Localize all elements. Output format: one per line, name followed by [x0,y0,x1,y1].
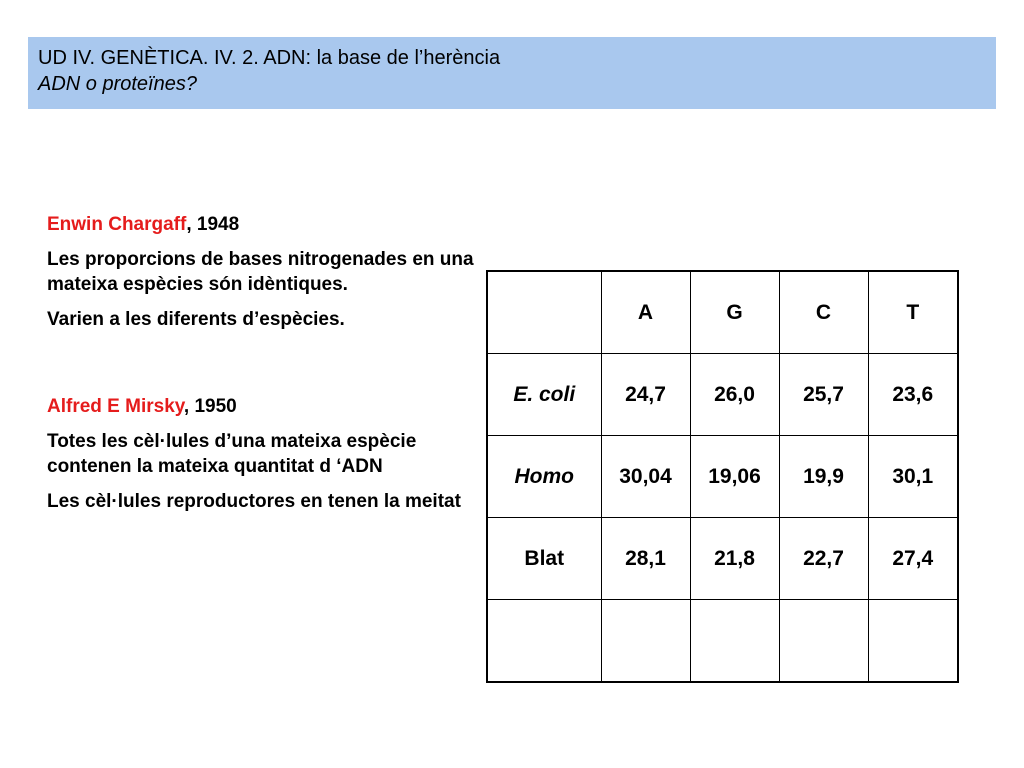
value-cell [601,600,690,683]
table-row [487,354,958,436]
species-cell: E. coli [487,354,601,436]
table-row [487,518,958,600]
value-cell: 30,1 [868,436,958,518]
species-cell: Homo [487,436,601,518]
chargaff-name: Enwin Chargaff [47,214,187,235]
value-cell: 28,1 [601,518,690,600]
value-cell: 21,8 [690,518,779,600]
chargaff-heading [47,212,487,237]
mirsky-year: , 1950 [183,396,237,417]
page-title: UD IV. GENÈTICA. IV. 2. ADN: la base de l’herència [38,47,501,69]
chargaff-year: , 1948 [186,214,240,235]
title-banner [28,37,996,109]
value-cell: 22,7 [779,518,868,600]
header-cell [487,271,601,354]
species-cell: Blat [487,518,601,600]
mirsky-heading [47,394,487,419]
base-composition-table [486,270,959,683]
value-cell: 25,7 [779,354,868,436]
header-cell: C [779,271,868,354]
value-cell: 26,0 [690,354,779,436]
value-cell: 19,9 [779,436,868,518]
value-cell: 23,6 [868,354,958,436]
value-cell [779,600,868,683]
value-cell: 24,7 [601,354,690,436]
page-subtitle: ADN o proteïnes? [38,73,197,95]
header-cell: G [690,271,779,354]
table-row [487,600,958,683]
table-row [487,436,958,518]
text-column [47,212,487,524]
value-cell [690,600,779,683]
chargaff-statement-1: Les proporcions de bases nitrogenades en una mateixa espècies són idèntiques. [47,249,474,295]
mirsky-statement-2: Les cèl·lules reproductores en tenen la meitat [47,491,461,512]
chargaff-statement-2: Varien a les diferents d’espècies. [47,309,345,330]
value-cell [868,600,958,683]
value-cell: 19,06 [690,436,779,518]
value-cell: 27,4 [868,518,958,600]
mirsky-name: Alfred E Mirsky [47,396,184,417]
species-cell [487,600,601,683]
header-cell: T [868,271,958,354]
table-header-row [487,271,958,354]
mirsky-statement-1: Totes les cèl·lules d’una mateixa espècie contenen la mateixa quantitat d ‘ADN [47,431,417,477]
value-cell: 30,04 [601,436,690,518]
header-cell: A [601,271,690,354]
